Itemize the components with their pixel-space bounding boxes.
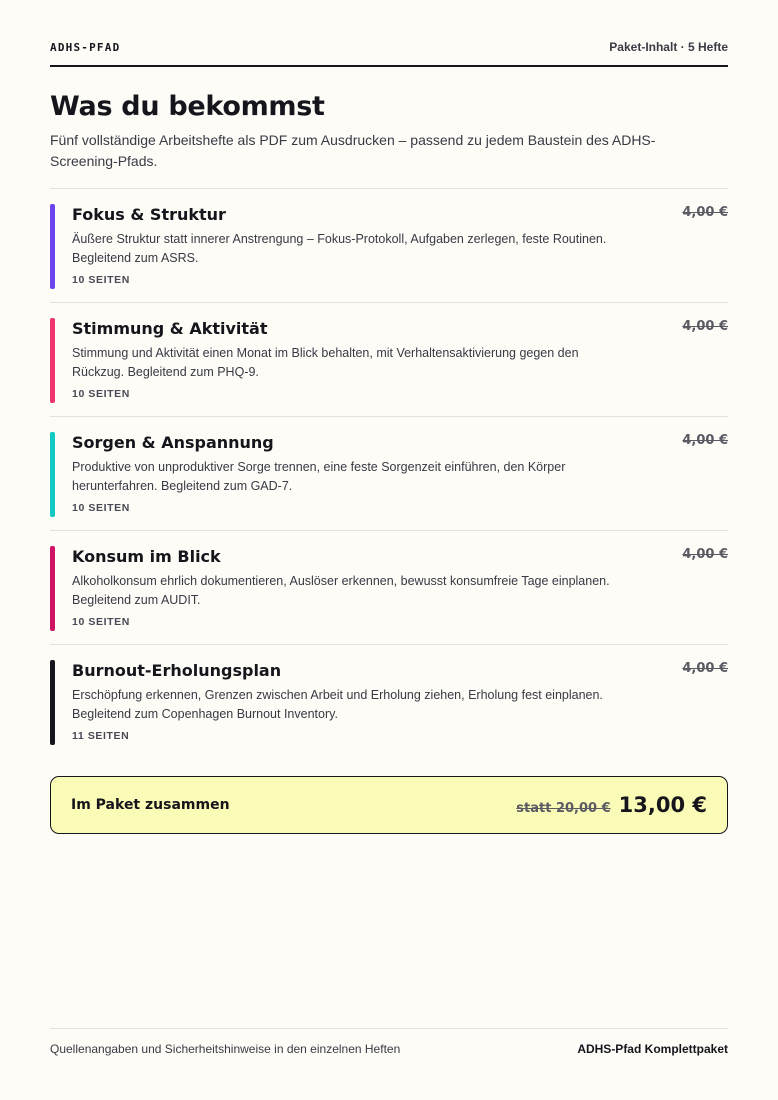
product-pages: 10 SEITEN [72, 388, 130, 400]
bundle-old-price: statt 20,00 € [516, 801, 611, 816]
product-description: Produktive von unproduktiver Sorge trennen, eine feste Sorgenzeit einführen, den Körper herunterfahren. Begleitend zum GAD-7. [72, 460, 566, 493]
product-pages: 10 SEITEN [72, 616, 130, 628]
footer-note: Quellenangaben und Sicherheitshinweise in den einzelnen Heften [50, 1041, 401, 1056]
product-title: Fokus & Struktur [72, 205, 226, 224]
product-price: 4,00 € [682, 547, 728, 562]
product-item-burnout [50, 645, 728, 759]
color-bar [50, 204, 55, 289]
product-description: Erschöpfung erkennen, Grenzen zwischen Arbeit und Erholung ziehen, Erholung fest einplanen. Begleitend zum Copenhagen Burnout Inventory. [72, 688, 603, 721]
product-title: Stimmung & Aktivität [72, 319, 268, 338]
product-price: 4,00 € [682, 205, 728, 220]
product-price: 4,00 € [682, 319, 728, 334]
intro-text: Fünf vollständige Arbeitshefte als PDF zum Ausdrucken – passend zu jedem Baustein des ADHS-Screening-Pfads. [50, 132, 656, 169]
color-bar [50, 546, 55, 631]
brand-logo-text: ADHS-PFAD [50, 41, 121, 54]
product-item-stimmung [50, 303, 728, 417]
page [50, 0, 728, 1100]
bundle-price-box [50, 776, 728, 834]
bundle-label: Im Paket zusammen [71, 797, 230, 813]
product-description: Alkoholkonsum ehrlich dokumentieren, Auslöser erkennen, bewusst konsumfreie Tage einplanen. Begleitend zum AUDIT. [72, 574, 610, 607]
product-pages: 10 SEITEN [72, 274, 130, 286]
product-title: Sorgen & Anspannung [72, 433, 274, 452]
product-pages: 11 SEITEN [72, 730, 130, 742]
page-title: Was du bekommst [50, 91, 325, 122]
product-item-fokus [50, 189, 728, 303]
product-title: Burnout-Erholungsplan [72, 661, 282, 680]
bundle-new-price: 13,00 € [618, 793, 707, 817]
color-bar [50, 660, 55, 745]
color-bar [50, 432, 55, 517]
product-item-sorgen [50, 417, 728, 531]
page-header [50, 40, 728, 67]
product-description: Stimmung und Aktivität einen Monat im Blick behalten, mit Verhaltensaktivierung gegen den Rückzug. Begleitend zum PHQ-9. [72, 346, 579, 379]
product-list [50, 188, 728, 759]
product-item-konsum [50, 531, 728, 645]
page-footer [50, 1028, 728, 1068]
product-price: 4,00 € [682, 433, 728, 448]
header-meta: Paket-Inhalt · 5 Hefte [609, 40, 728, 54]
bundle-prices [516, 793, 707, 817]
product-price: 4,00 € [682, 661, 728, 676]
product-pages: 10 SEITEN [72, 502, 130, 514]
product-description: Äußere Struktur statt innerer Anstrengung – Fokus-Protokoll, Aufgaben zerlegen, feste Routinen. Begleitend zum ASRS. [72, 232, 607, 265]
footer-title: ADHS-Pfad Komplettpaket [577, 1041, 728, 1056]
product-title: Konsum im Blick [72, 547, 221, 566]
color-bar [50, 318, 55, 403]
